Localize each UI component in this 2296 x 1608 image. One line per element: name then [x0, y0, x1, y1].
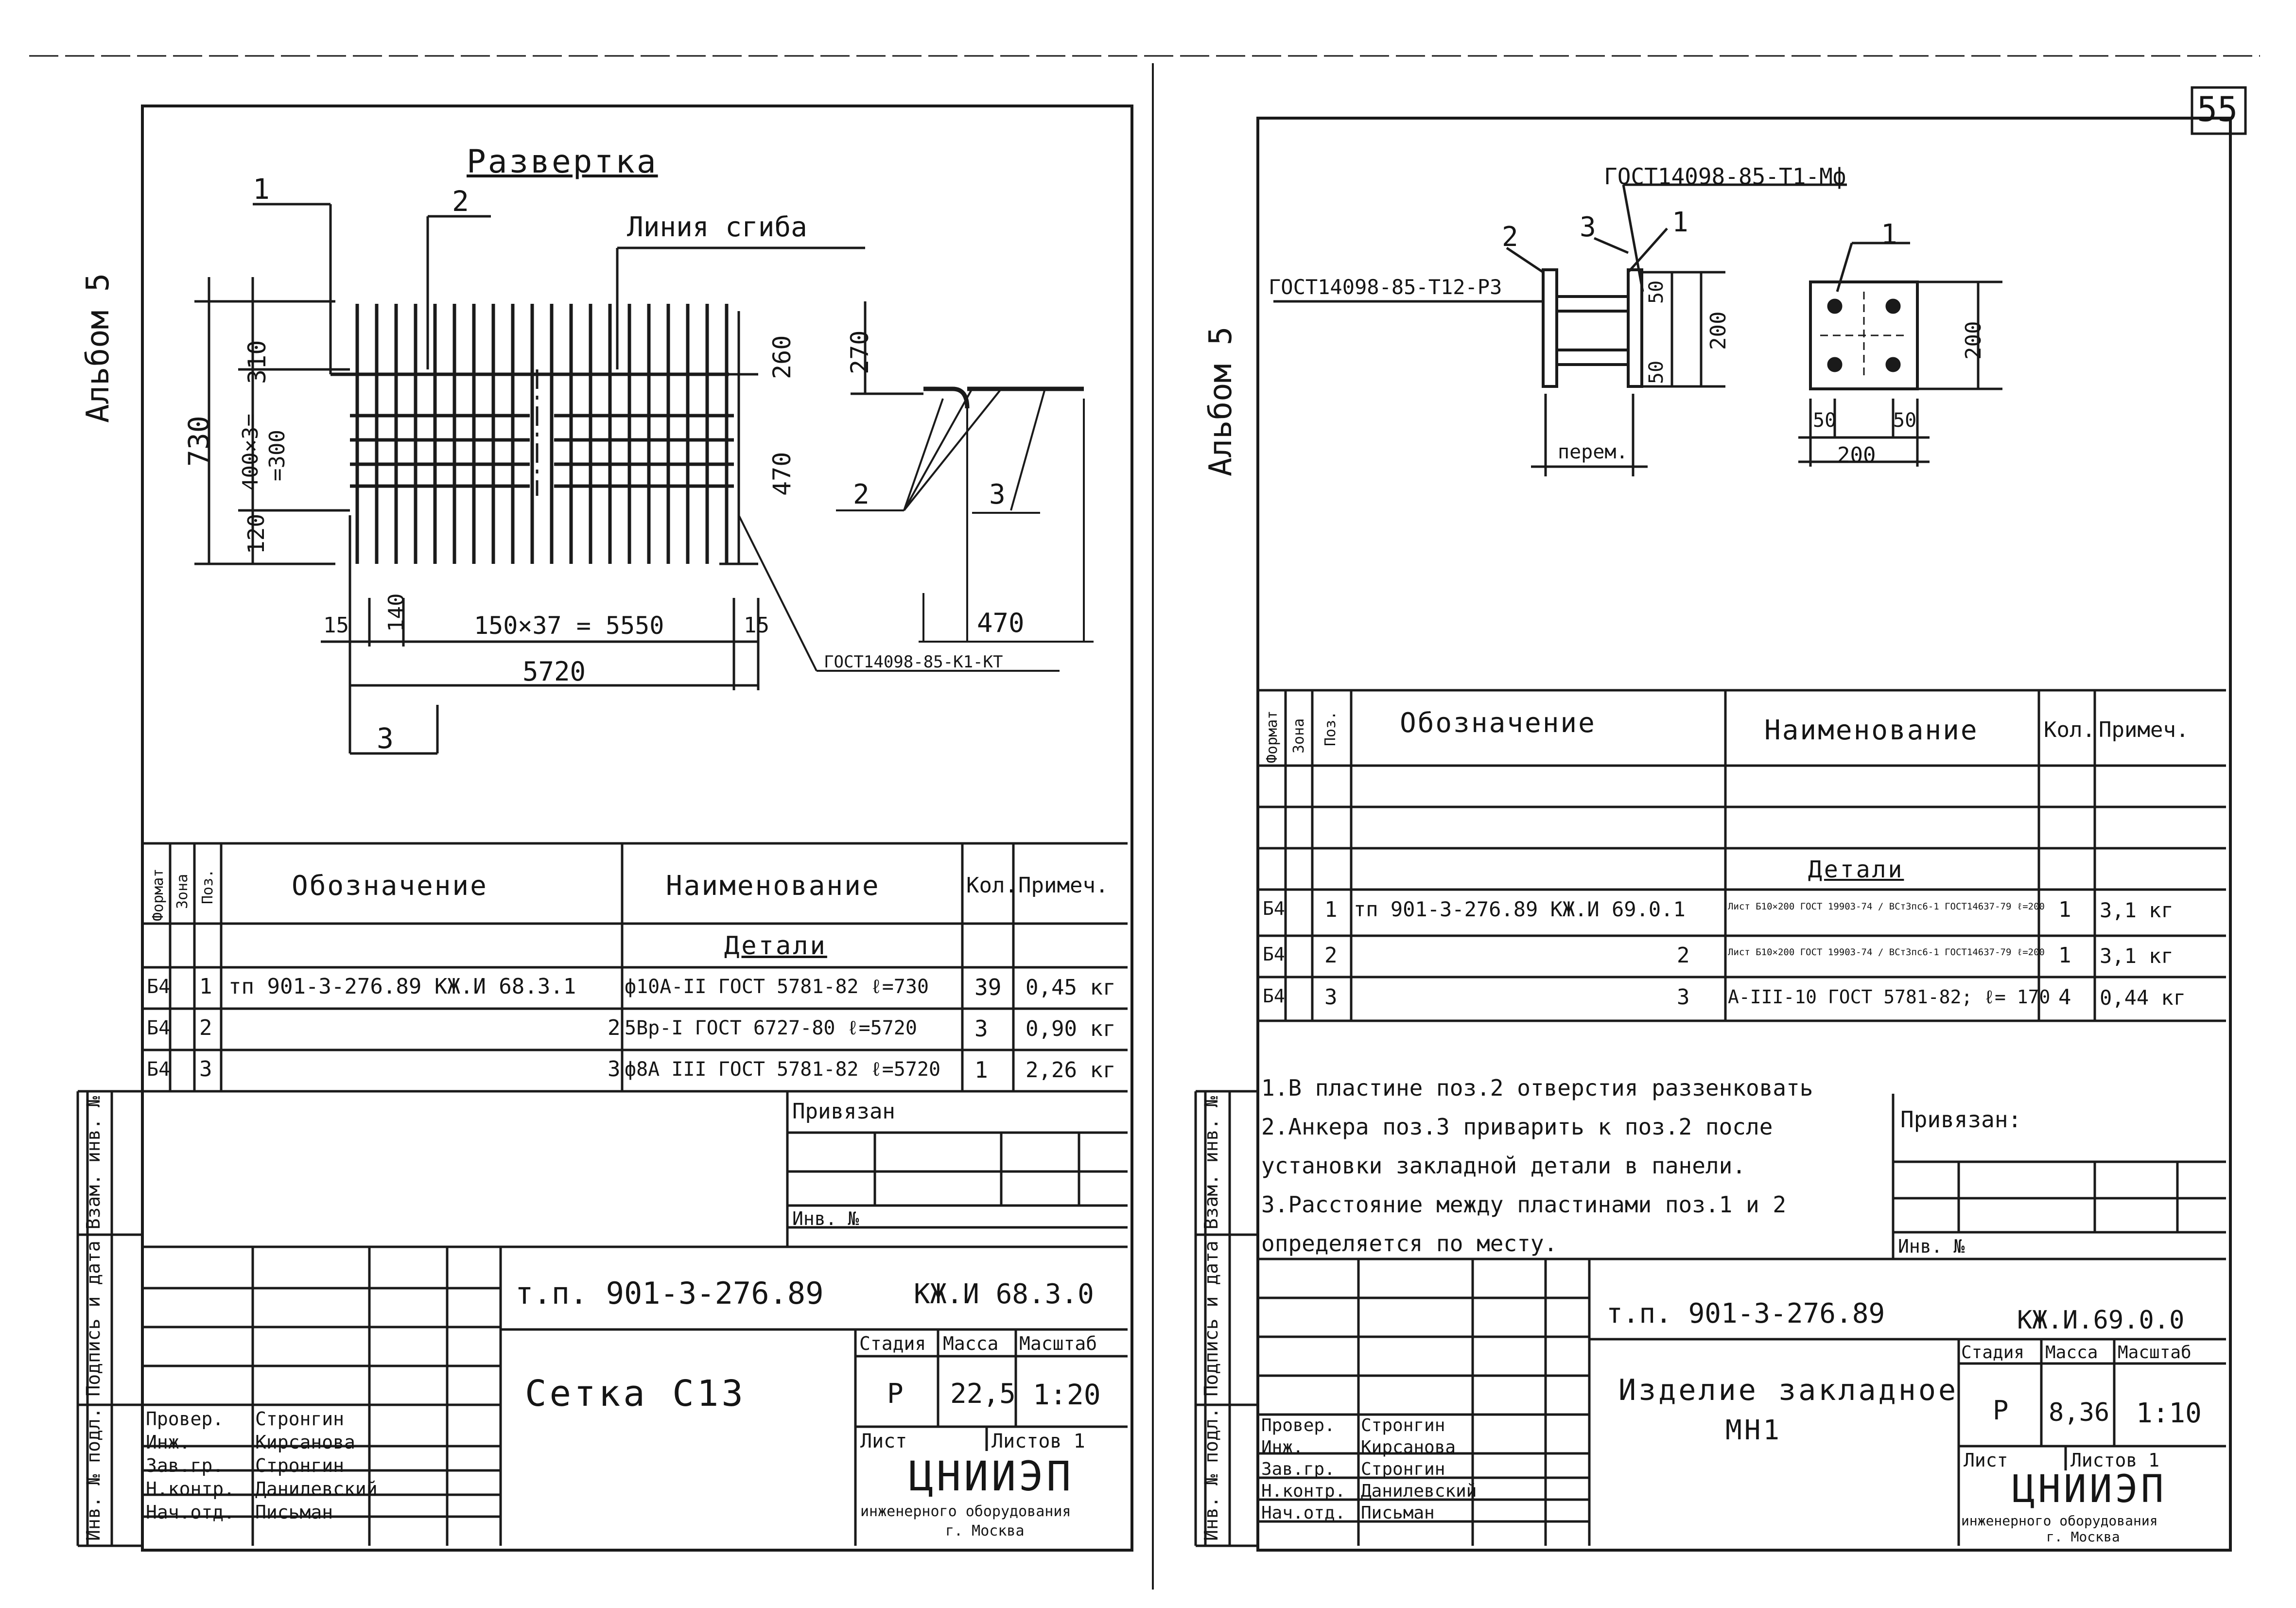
- table-row-format: Б4: [1263, 985, 1285, 1007]
- leader-label-3: 3: [377, 722, 394, 755]
- right-item-title: Изделие закладное: [1618, 1373, 1959, 1407]
- dim-150x37: 150×37 = 5550: [474, 612, 664, 640]
- dim-400x3: 400×3=: [238, 414, 263, 491]
- dim-5720: 5720: [522, 656, 586, 687]
- left-mass-hdr: Масса: [943, 1333, 999, 1354]
- right-org-city: г. Москва: [2046, 1529, 2120, 1545]
- table-row-pos: 1: [199, 974, 212, 999]
- dim-730: 730: [182, 416, 215, 467]
- table-row-designation: тп 901-3-276.89 КЖ.И 68.3.1: [228, 974, 576, 999]
- drawing-title: Развертка: [467, 143, 658, 180]
- right-dim-perem: перем.: [1558, 441, 1628, 463]
- right-leader-3: 3: [1580, 211, 1596, 243]
- signature-name: Стронгин: [255, 1455, 345, 1476]
- table-row-qty: 39: [974, 974, 1002, 1000]
- leader-label-1: 1: [253, 173, 270, 206]
- table-row-note: 3,1 кг: [2100, 898, 2174, 922]
- left-hdr-note: Примеч.: [1018, 873, 1109, 898]
- table-row-pos: 3: [1324, 985, 1338, 1010]
- right-sheet-label: Лист: [1964, 1450, 2008, 1471]
- note-line: 2.Анкера поз.3 приварить к поз.2 после: [1261, 1114, 1773, 1140]
- table-row-note: 0,90 кг: [1026, 1016, 1116, 1041]
- signature-name: Данилевский: [255, 1478, 378, 1500]
- leader-label-2: 2: [452, 185, 469, 218]
- right-gost-left: ГОСТ14098-85-Т12-Р3: [1269, 275, 1502, 299]
- table-row-pos: 3: [199, 1057, 212, 1082]
- signature-role: Инж.: [146, 1432, 191, 1453]
- signature-role: Зав.гр.: [1261, 1459, 1335, 1479]
- table-row-name: ф10А-II ГОСТ 5781-82 ℓ=730: [625, 976, 929, 998]
- right-leader-2: 2: [1502, 221, 1518, 253]
- right-dim-200b: 200: [1961, 321, 1986, 360]
- left-hdr-qty: Кол.: [966, 873, 1018, 898]
- right-doc-no: КЖ.И.69.0.0: [2017, 1306, 2185, 1335]
- dim-470-horizontal: 470: [977, 608, 1025, 638]
- signature-role: Нач.отд.: [146, 1502, 235, 1523]
- dim-270: 270: [846, 330, 874, 374]
- table-row-designation: 3: [1677, 985, 1690, 1010]
- table-row-format: Б4: [1263, 898, 1285, 919]
- table-row-pos: 2: [1324, 943, 1338, 968]
- left-code: т.п. 901-3-276.89: [515, 1276, 824, 1311]
- dim-470-vertical: 470: [768, 452, 796, 496]
- gost-note: ГОСТ14098-85-К1-КТ: [824, 652, 1003, 672]
- section-label-2: 2: [853, 479, 870, 510]
- right-dim-50a: 50: [1645, 280, 1668, 304]
- dim-15-left: 15: [323, 613, 349, 638]
- bend-line-label: Линия сгиба: [627, 211, 807, 243]
- table-row-name: 5Вр-I ГОСТ 6727-80 ℓ=5720: [625, 1017, 917, 1039]
- dim-120: 120: [243, 513, 269, 554]
- dim-300: =300: [265, 430, 290, 481]
- right-inv-no: Инв. №: [1898, 1236, 1965, 1257]
- note-line: 1.В пластине поз.2 отверстия раззенковать: [1261, 1075, 1813, 1101]
- left-scale: 1:20: [1033, 1378, 1101, 1411]
- signature-role: Зав.гр.: [146, 1455, 224, 1476]
- right-code: т.п. 901-3-276.89: [1606, 1298, 1885, 1329]
- right-mass: 8,36: [2049, 1398, 2110, 1427]
- right-side-stamp: Инв. № подл. Подпись и дата Взам. инв. №: [1200, 1096, 1222, 1541]
- right-stage: Р: [1993, 1395, 2009, 1426]
- left-doc-no: КЖ.И 68.3.0: [914, 1278, 1094, 1310]
- right-privyazan: Привязан:: [1900, 1106, 2022, 1133]
- signature-name: Данилевский: [1361, 1481, 1477, 1501]
- table-row-note: 0,44 кг: [2100, 986, 2186, 1010]
- right-dim-200c: 200: [1837, 443, 1876, 468]
- right-hdr-zone: Зона: [1290, 718, 1307, 753]
- table-row-format: Б4: [1263, 944, 1285, 965]
- left-org-sub: инженерного оборудования: [860, 1503, 1071, 1520]
- table-row-designation: 3: [608, 1057, 621, 1082]
- left-mass: 22,5: [950, 1378, 1016, 1410]
- right-stage-hdr: Стадия: [1961, 1343, 2025, 1363]
- left-hdr-format: Формат: [150, 868, 167, 921]
- signature-name: Стронгин: [255, 1408, 345, 1430]
- table-row-qty: 3: [974, 1015, 988, 1042]
- page-number: 55: [2197, 89, 2238, 129]
- signature-role: Провер.: [146, 1408, 224, 1430]
- signature-name: Письман: [1361, 1503, 1435, 1523]
- section-label-3: 3: [989, 479, 1006, 510]
- left-section-details: Детали: [724, 931, 827, 961]
- right-org-sub: инженерного оборудования: [1961, 1513, 2158, 1529]
- left-org-city: г. Москва: [945, 1522, 1025, 1539]
- table-row-note: 0,45 кг: [1026, 975, 1116, 1000]
- left-hdr-name: Наименование: [666, 870, 880, 902]
- table-row-note: 3,1 кг: [2100, 944, 2174, 968]
- right-album-label: Альбом 5: [1203, 326, 1239, 476]
- signature-name: Кирсанова: [255, 1432, 355, 1453]
- note-line: 3.Расстояние между пластинами поз.1 и 2: [1261, 1191, 1787, 1218]
- signature-role: Инж.: [1261, 1437, 1304, 1457]
- signature-role: Н.контр.: [146, 1478, 235, 1500]
- table-row-pos: 2: [199, 1015, 212, 1040]
- right-dim-50c: 50: [1813, 409, 1837, 432]
- right-dim-200a: 200: [1706, 311, 1731, 350]
- left-stage: Р: [887, 1378, 904, 1410]
- right-org: ЦНИИЭП: [2012, 1468, 2167, 1511]
- dim-310: 310: [243, 340, 271, 384]
- signature-role: Провер.: [1261, 1416, 1335, 1435]
- note-line: установки закладной детали в панели.: [1261, 1153, 1746, 1179]
- dim-260: 260: [768, 335, 796, 379]
- left-side-stamp: Инв. № подл. Подпись и дата Взам. инв. №: [83, 1096, 104, 1541]
- left-hdr-zone: Зона: [174, 874, 191, 909]
- left-privyazan: Привязан: [792, 1099, 895, 1124]
- table-row-format: Б4: [147, 1058, 171, 1081]
- table-row-qty: 1: [2058, 897, 2071, 922]
- left-hdr-designation: Обозначение: [292, 870, 488, 902]
- signature-name: Стронгин: [1361, 1459, 1445, 1479]
- left-org: ЦНИИЭП: [909, 1452, 1074, 1500]
- left-scale-hdr: Масштаб: [1019, 1333, 1097, 1354]
- table-row-name: ф8А III ГОСТ 5781-82 ℓ=5720: [625, 1058, 941, 1081]
- table-row-designation: тп 901-3-276.89 КЖ.И 69.0.1: [1354, 897, 1686, 921]
- left-inv-no: Инв. №: [792, 1208, 859, 1229]
- left-stage-hdr: Стадия: [859, 1333, 926, 1354]
- right-mass-hdr: Масса: [2045, 1343, 2098, 1363]
- table-row-name: Лист Б10×200 ГОСТ 19903-74 / ВСт3пс6-1 ГОСТ14637-79 ℓ=200: [1728, 901, 2045, 912]
- right-hdr-note: Примеч.: [2099, 717, 2189, 742]
- right-hdr-qty: Кол.: [2044, 717, 2095, 742]
- right-sheets-label: Листов 1: [2070, 1450, 2160, 1471]
- signature-name: Кирсанова: [1361, 1437, 1456, 1457]
- left-sheets-label: Листов 1: [991, 1430, 1085, 1452]
- table-row-qty: 1: [974, 1057, 988, 1083]
- table-row-format: Б4: [147, 1017, 171, 1039]
- right-scale-hdr: Масштаб: [2118, 1343, 2192, 1363]
- signature-role: Н.контр.: [1261, 1481, 1346, 1501]
- right-hdr-format: Формат: [1264, 710, 1281, 763]
- table-row-pos: 1: [1324, 897, 1338, 922]
- left-album-label: Альбом 5: [80, 273, 116, 423]
- right-dim-50b: 50: [1645, 360, 1668, 384]
- dim-140: 140: [384, 593, 409, 632]
- right-item-title-2: МН1: [1725, 1415, 1782, 1446]
- right-leader-1: 1: [1672, 207, 1688, 238]
- right-section-details: Детали: [1808, 856, 1904, 883]
- left-sheet-label: Лист: [860, 1430, 907, 1452]
- table-row-qty: 4: [2058, 985, 2071, 1010]
- table-row-qty: 1: [2058, 943, 2071, 968]
- left-item-title: Сетка С13: [525, 1373, 746, 1415]
- table-row-designation: 2: [608, 1015, 621, 1040]
- table-row-designation: 2: [1677, 943, 1690, 968]
- table-row-note: 2,26 кг: [1026, 1058, 1116, 1083]
- right-scale: 1:10: [2136, 1398, 2202, 1429]
- table-row-name: А-III-10 ГОСТ 5781-82; ℓ= 170: [1728, 986, 2051, 1008]
- right-hdr-name: Наименование: [1764, 715, 1979, 746]
- right-gost-top: ГОСТ14098-85-Т1-Мф: [1604, 163, 1846, 190]
- left-hdr-pos: Поз.: [199, 869, 216, 904]
- right-plan-label: 1: [1881, 219, 1897, 250]
- signature-role: Нач.отд.: [1261, 1503, 1346, 1523]
- right-hdr-pos: Поз.: [1322, 711, 1339, 746]
- right-dim-50d: 50: [1893, 409, 1917, 432]
- signature-name: Стронгин: [1361, 1416, 1445, 1435]
- table-row-name: Лист Б10×200 ГОСТ 19903-74 / ВСт3пс6-1 ГОСТ14637-79 ℓ=200: [1728, 947, 2045, 958]
- right-hdr-designation: Обозначение: [1400, 707, 1596, 739]
- note-line: определяется по месту.: [1261, 1230, 1558, 1257]
- table-row-format: Б4: [147, 976, 171, 998]
- signature-name: Письман: [255, 1502, 333, 1523]
- dim-15-right: 15: [744, 613, 769, 638]
